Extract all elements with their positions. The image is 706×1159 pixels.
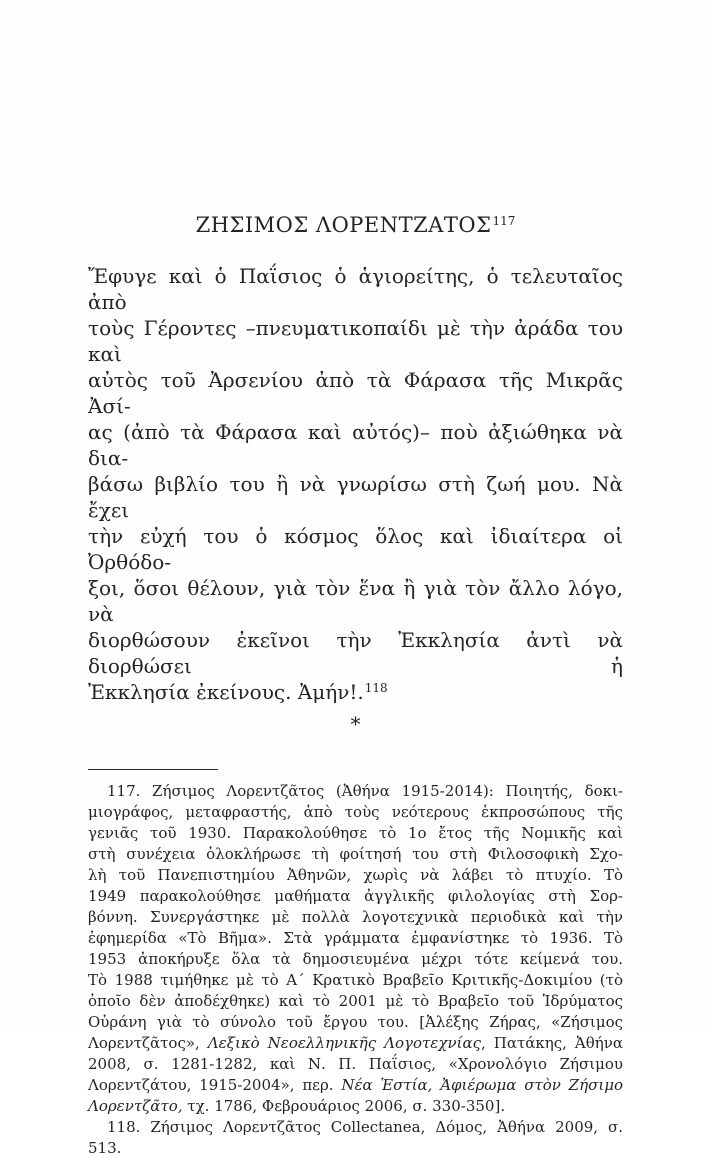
text-segment: λὴ τοῦ Πανεπιστημίου Ἀθηνῶν, χωρὶς νὰ λάβει τὸ πτυχίο. Τὸ — [88, 866, 623, 884]
text-segment: ὁποῖο δὲν ἀποδέχθηκε) καὶ τὸ 2001 μὲ τὸ Βραβεῖο τοῦ Ἱδρύματος — [88, 992, 623, 1010]
text-segment: ας (ἀπὸ τὰ Φάρασα καὶ αὐτός)– ποὺ ἀξιώθηκα νὰ δια- — [88, 420, 623, 470]
text-segment: 2008, σ. 1281-1282, καὶ Ν. Π. Παΐσιος, «Χρονολόγιο Ζήσιμου — [88, 1055, 623, 1073]
footnote-line — [88, 886, 623, 907]
text-segment: Ἐκκλησία ἐκείνους. Ἀμήν!. — [88, 680, 364, 704]
footnote-line — [88, 844, 623, 865]
text-segment: στὴ συνέχεια ὁλοκλήρωσε τὴ φοίτησή του στὴ Φιλοσοφικὴ Σχο- — [88, 845, 623, 863]
text-segment: ἐφημερίδα «Τὸ Βῆμα». Στὰ γράμματα ἐμφανίστηκε τὸ 1936. Τὸ — [88, 929, 623, 947]
text-segment: 1953 ἀποκήρυξε ὅλα τὰ δημοσιευμένα μέχρι τότε κείμενά του. — [88, 950, 623, 968]
footnote-ref: 118 — [364, 681, 388, 695]
footnote-rule — [88, 769, 218, 770]
text-segment: τχ. 1786, Φεβρουάριος 2006, σ. 330-350]. — [182, 1097, 506, 1115]
page-title — [88, 212, 623, 238]
text-segment: 117. Ζήσιμος Λορεντζᾶτος (Ἀθήνα 1915-2014): Ποιητής, δοκι- — [107, 782, 623, 800]
body-line — [88, 627, 623, 679]
text-segment: μιογράφος, μεταφραστής, ἀπὸ τοὺς νεότερους ἐκπροσώπους τῆς — [88, 803, 623, 821]
footnote-line — [88, 1096, 623, 1117]
footnote-line — [88, 1075, 623, 1096]
body-line — [88, 315, 623, 367]
footnote-line — [88, 781, 623, 802]
text-segment: τοὺς Γέροντες –πνευματικοπαίδι μὲ τὴν ἀράδα του καὶ — [88, 316, 623, 366]
text-segment: βόννη. Συνεργάστηκε μὲ πολλὰ λογοτεχνικὰ περιοδικὰ καὶ τὴν — [88, 908, 623, 926]
footnote-117 — [88, 781, 623, 1117]
footnote-118 — [88, 1117, 623, 1159]
footnote-line — [88, 1033, 623, 1054]
text-segment: αὐτὸς τοῦ Ἀρσενίου ἀπὸ τὰ Φάρασα τῆς Μικρᾶς Ἀσί- — [88, 368, 623, 418]
body-line — [88, 419, 623, 471]
footnote-line — [88, 823, 623, 844]
text-segment: βάσω βιβλίο του ἢ νὰ γνωρίσω στὴ ζωή μου. Νὰ ἔχει — [88, 472, 623, 522]
text-segment: Ἔφυγε καὶ ὁ Παΐσιος ὁ ἁγιορείτης, ὁ τελευταῖος ἀπὸ — [88, 264, 623, 314]
text-segment: ξοι, ὅσοι θέλουν, γιὰ τὸν ἕνα ἢ γιὰ τὸν ἄλλο λόγο, νὰ — [88, 576, 623, 626]
section-separator-asterisk: * — [350, 712, 361, 736]
text-segment: γενιᾶς τοῦ 1930. Παρακολούθησε τὸ 1ο ἔτος τῆς Νομικῆς καὶ — [88, 824, 623, 842]
text-segment: , Πατάκης, Ἀθήνα — [480, 1034, 623, 1052]
body-line — [88, 263, 623, 315]
body-line — [88, 471, 623, 523]
text-segment: Οὐράνη γιὰ τὸ σύνολο τοῦ ἔργου του. [Ἀλέξης Ζήρας, «Ζήσιμος — [88, 1013, 623, 1031]
text-segment: Νέα Ἑστία, Ἀφιέρωμα στὸν Ζήσιμο — [341, 1076, 623, 1094]
page-title-text: ΖΗΣΙΜΟΣ ΛΟΡΕΝΤΖΑΤΟΣ — [195, 213, 492, 237]
footnote-line — [88, 991, 623, 1012]
text-column — [88, 0, 623, 1159]
footnote-line — [88, 865, 623, 886]
footnote-line — [88, 802, 623, 823]
text-segment: 1949 παρακολούθησε μαθήματα ἀγγλικῆς φιλολογίας στὴ Σορ- — [88, 887, 623, 905]
footnote-line — [88, 1012, 623, 1033]
footnote-line — [88, 970, 623, 991]
text-segment: τὴν εὐχή του ὁ κόσμος ὅλος καὶ ἰδιαίτερα οἱ Ὀρθόδο- — [88, 524, 623, 574]
text-segment: Τὸ 1988 τιμήθηκε μὲ τὸ Α´ Κρατικὸ Βραβεῖο Κριτικῆς-Δοκιμίου (τὸ — [88, 971, 623, 989]
title-footnote-ref: 117 — [492, 214, 516, 228]
footnote-line — [88, 928, 623, 949]
text-segment: 118. Ζήσιμος Λορεντζᾶτος Collectanea, Δόμος, Ἀθήνα 2009, σ. 513. — [88, 1118, 623, 1157]
footnote-line — [88, 907, 623, 928]
footnote-line — [88, 949, 623, 970]
text-segment: Λεξικὸ Νεοελληνικῆς Λογοτεχνίας — [207, 1034, 481, 1052]
text-segment: Λορεντζάτου, 1915-2004», περ. — [88, 1076, 342, 1094]
body-line — [88, 367, 623, 419]
body-line — [88, 575, 623, 627]
text-segment: διορθώσουν ἐκεῖνοι τὴν Ἐκκλησία ἀντὶ νὰ διορθώσει ἡ — [88, 628, 623, 678]
footnotes-section — [88, 781, 623, 1159]
footnote-line — [88, 1117, 623, 1159]
text-segment: Λορεντζᾶτος», — [88, 1034, 208, 1052]
body-line — [88, 523, 623, 575]
body-paragraph — [88, 263, 623, 705]
body-line — [88, 679, 623, 705]
text-segment: Λορεντζᾶτο, — [88, 1097, 183, 1115]
footnote-line — [88, 1054, 623, 1075]
